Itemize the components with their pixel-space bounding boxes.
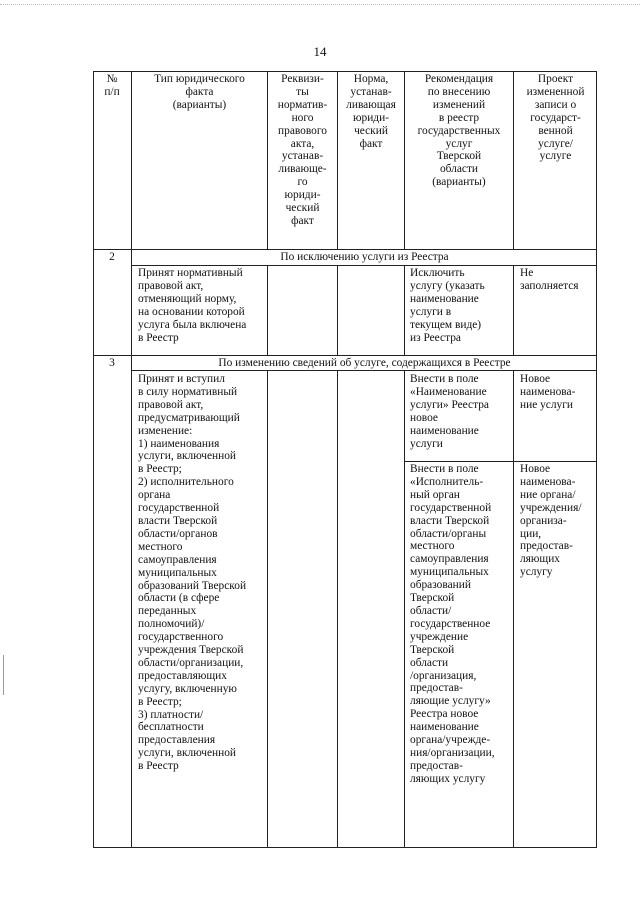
registry-changes-table [93, 71, 597, 848]
header-norm: Норма, устанав- ливающая юриди- ческий факт [346, 73, 396, 150]
section-fact-text: Принят нормативный правовой акт, отменяющий норму, на основании которой услуга была включена в Реестр [138, 267, 247, 344]
project-text: Новое наименова- ние органа/ учреждения/ организа- ции, предостав- ляющих услугу [520, 463, 582, 579]
project-text: Новое наименова- ние услуги [520, 373, 576, 411]
header-recommendation: Рекомендация по внесению изменений в реестр государственных услуг Тверской области (варианты) [417, 73, 501, 189]
section-fact-text: Принят и вступил в силу нормативный правовой акт, предусматривающий изменение: 1) наименования услуги, включенной в Реестр; 2) исполнительного органа государственной власти Тверской области/органов местного самоуправления муниципальных образований Тверской области (в сфере переданных полномочий)/ государственного учреждения Тверской области/организации, предоставляющих услугу, включенную в Реестр; 3) платности/ бесплатности предоставления услуги, включенной в Реестр [138, 373, 247, 773]
recommendation-text: Внести в поле «Наименование услуги» Реестра новое наименование услуги [410, 373, 489, 450]
section-title: По исключению услуги из Реестра [280, 251, 449, 263]
project-text: Не заполняется [520, 267, 579, 292]
section-number: 2 [109, 251, 115, 263]
header-number: № п/п [104, 73, 120, 98]
section-title: По изменению сведений об услуге, содержащихся в Реестре [218, 357, 511, 369]
header-project: Проект измененной записи о государст- венной услуге/ услуге [526, 73, 585, 163]
header-fact-type: Тип юридического факта (варианты) [154, 73, 245, 111]
recommendation-text: Исключить услугу (указать наименование услуги в текущем виде) из Реестра [410, 267, 485, 344]
scan-artifact-line [0, 4, 640, 5]
section-number: 3 [109, 357, 115, 369]
page-number: 14 [313, 44, 327, 59]
header-requisites: Реквизи- ты норматив- ного правового акта, устанав- ливающе- го юриди- ческий факт [277, 73, 328, 227]
recommendation-text: Внести в поле «Исполнитель- ный орган государственной власти Тверской области/органы местного самоуправления муниципальных образований Тверской области/ государственное учреждение Тверской области /организация, предостав- ляющие услугу» Реестра новое наименование органа/учрежде- ния/организации, предостав- ляющих услугу [410, 463, 495, 785]
scan-margin-mark [3, 655, 4, 695]
